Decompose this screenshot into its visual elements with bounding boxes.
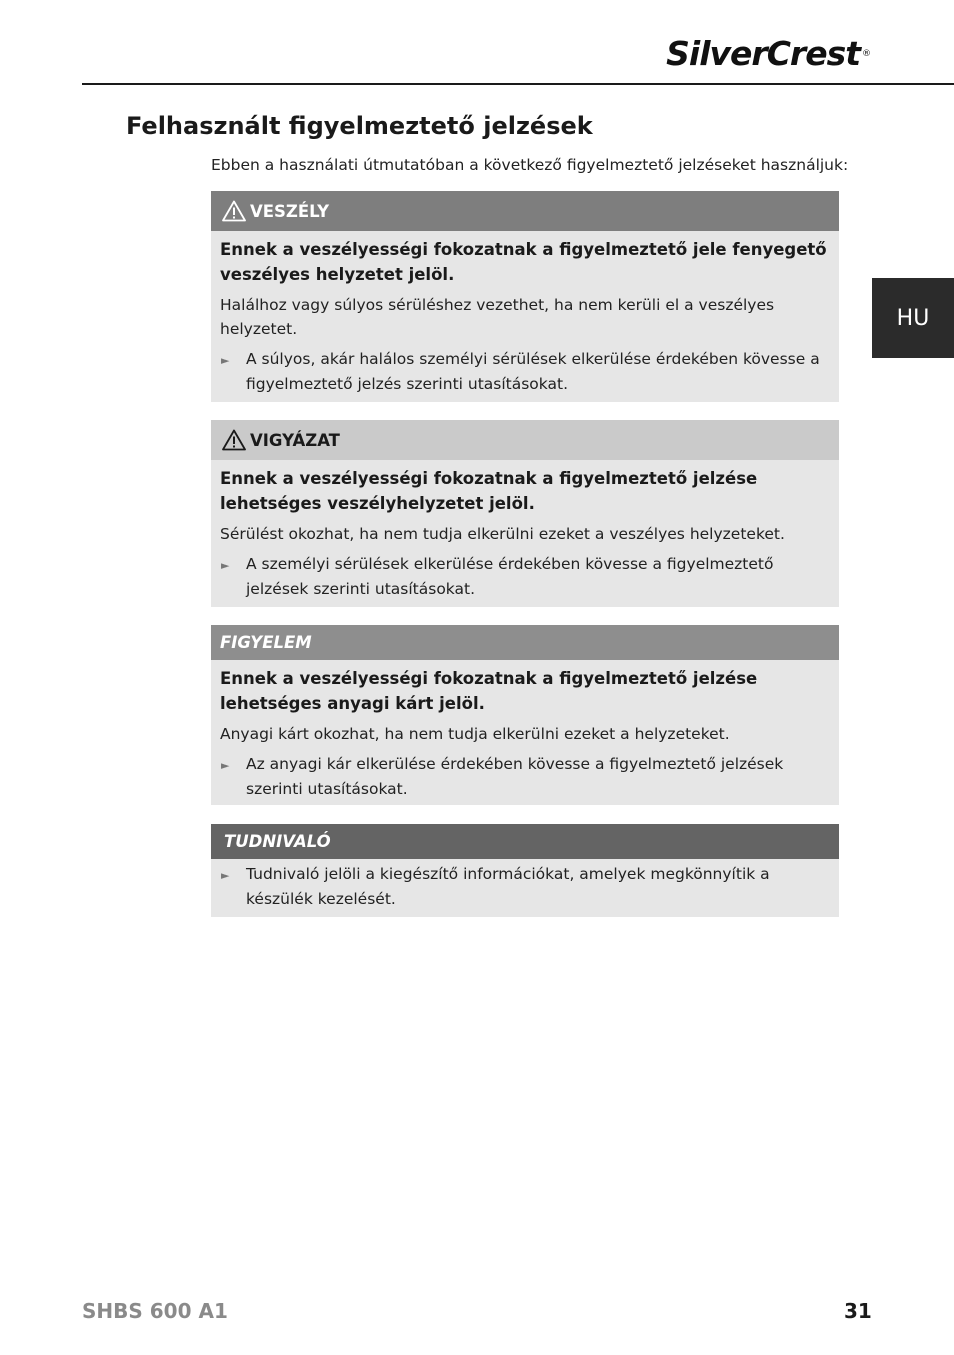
page-title: Felhasznált figyelmeztető jelzések: [126, 112, 593, 140]
caution-header: [211, 420, 839, 460]
danger-label: VESZÉLY: [250, 201, 330, 221]
brand-logo: SilverCrest ®: [666, 34, 870, 73]
bullet-arrow-icon: ►: [221, 354, 230, 367]
caution-heading: Ennek a veszélyességi fokozatnak a figyelmeztető jelzése lehetséges veszélyhelyzetet jelöl.: [220, 469, 758, 513]
danger-box: [211, 191, 839, 402]
caution-body: [211, 460, 839, 608]
danger-body: [211, 231, 839, 403]
warning-triangle-icon: [222, 200, 246, 222]
notice-body: [211, 660, 839, 808]
notice-text: Anyagi kárt okozhat, ha nem tudja elkerülni ezeket a helyzeteket.: [220, 725, 730, 743]
info-bullet: ► Tudnivaló jelöli a kiegészítő információkat, amelyek megkönnyítik a készülék kezelését.: [221, 865, 770, 908]
language-tab: HU: [872, 278, 954, 358]
footer-model: SHBS 600 A1: [82, 1299, 228, 1323]
caution-label: VIGYÁZAT: [250, 430, 340, 450]
warning-triangle-icon: [222, 429, 246, 451]
bullet-arrow-icon: ►: [221, 559, 230, 572]
notice-bullet: ► Az anyagi kár elkerülése érdekében kövesse a figyelmeztető jelzések szerinti utasításokat.: [221, 755, 784, 798]
notice-box: [211, 625, 839, 805]
registered-mark: ®: [862, 49, 870, 59]
caution-text: Sérülést okozhat, ha nem tudja elkerülni ezeket a veszélyes helyzeteket.: [220, 525, 785, 543]
danger-bullet: ► A súlyos, akár halálos személyi sérülések elkerülése érdekében kövesse a figyelmeztető jelzés szerinti utasításokat.: [221, 350, 820, 393]
info-header: [211, 824, 839, 859]
notice-header: [211, 625, 839, 660]
notice-heading: Ennek a veszélyességi fokozatnak a figyelmeztető jelzése lehetséges anyagi kárt jelöl.: [220, 669, 758, 713]
intro-text: Ebben a használati útmutatóban a következő figyelmeztető jelzéseket használjuk:: [211, 156, 849, 174]
danger-heading: Ennek a veszélyességi fokozatnak a figyelmeztető jele fenyegető veszélyes helyzetet jelöl.: [220, 240, 827, 284]
caution-bullet: ► A személyi sérülések elkerülése érdekében kövesse a figyelmeztető jelzések szerinti utasításokat.: [221, 555, 774, 598]
bullet-arrow-icon: ►: [221, 759, 230, 772]
notice-label: FIGYELEM: [220, 633, 312, 652]
bullet-arrow-icon: ►: [221, 869, 230, 882]
page-number: 31: [844, 1299, 872, 1323]
danger-text: Halálhoz vagy súlyos sérüléshez vezethet, ha nem kerüli el a veszélyes helyzetet.: [220, 296, 775, 338]
info-box: [211, 824, 839, 917]
header-rule: [82, 83, 954, 85]
info-body: [211, 859, 839, 918]
caution-box: [211, 420, 839, 607]
danger-header: [211, 191, 839, 231]
info-label: TUDNIVALÓ: [224, 832, 331, 851]
